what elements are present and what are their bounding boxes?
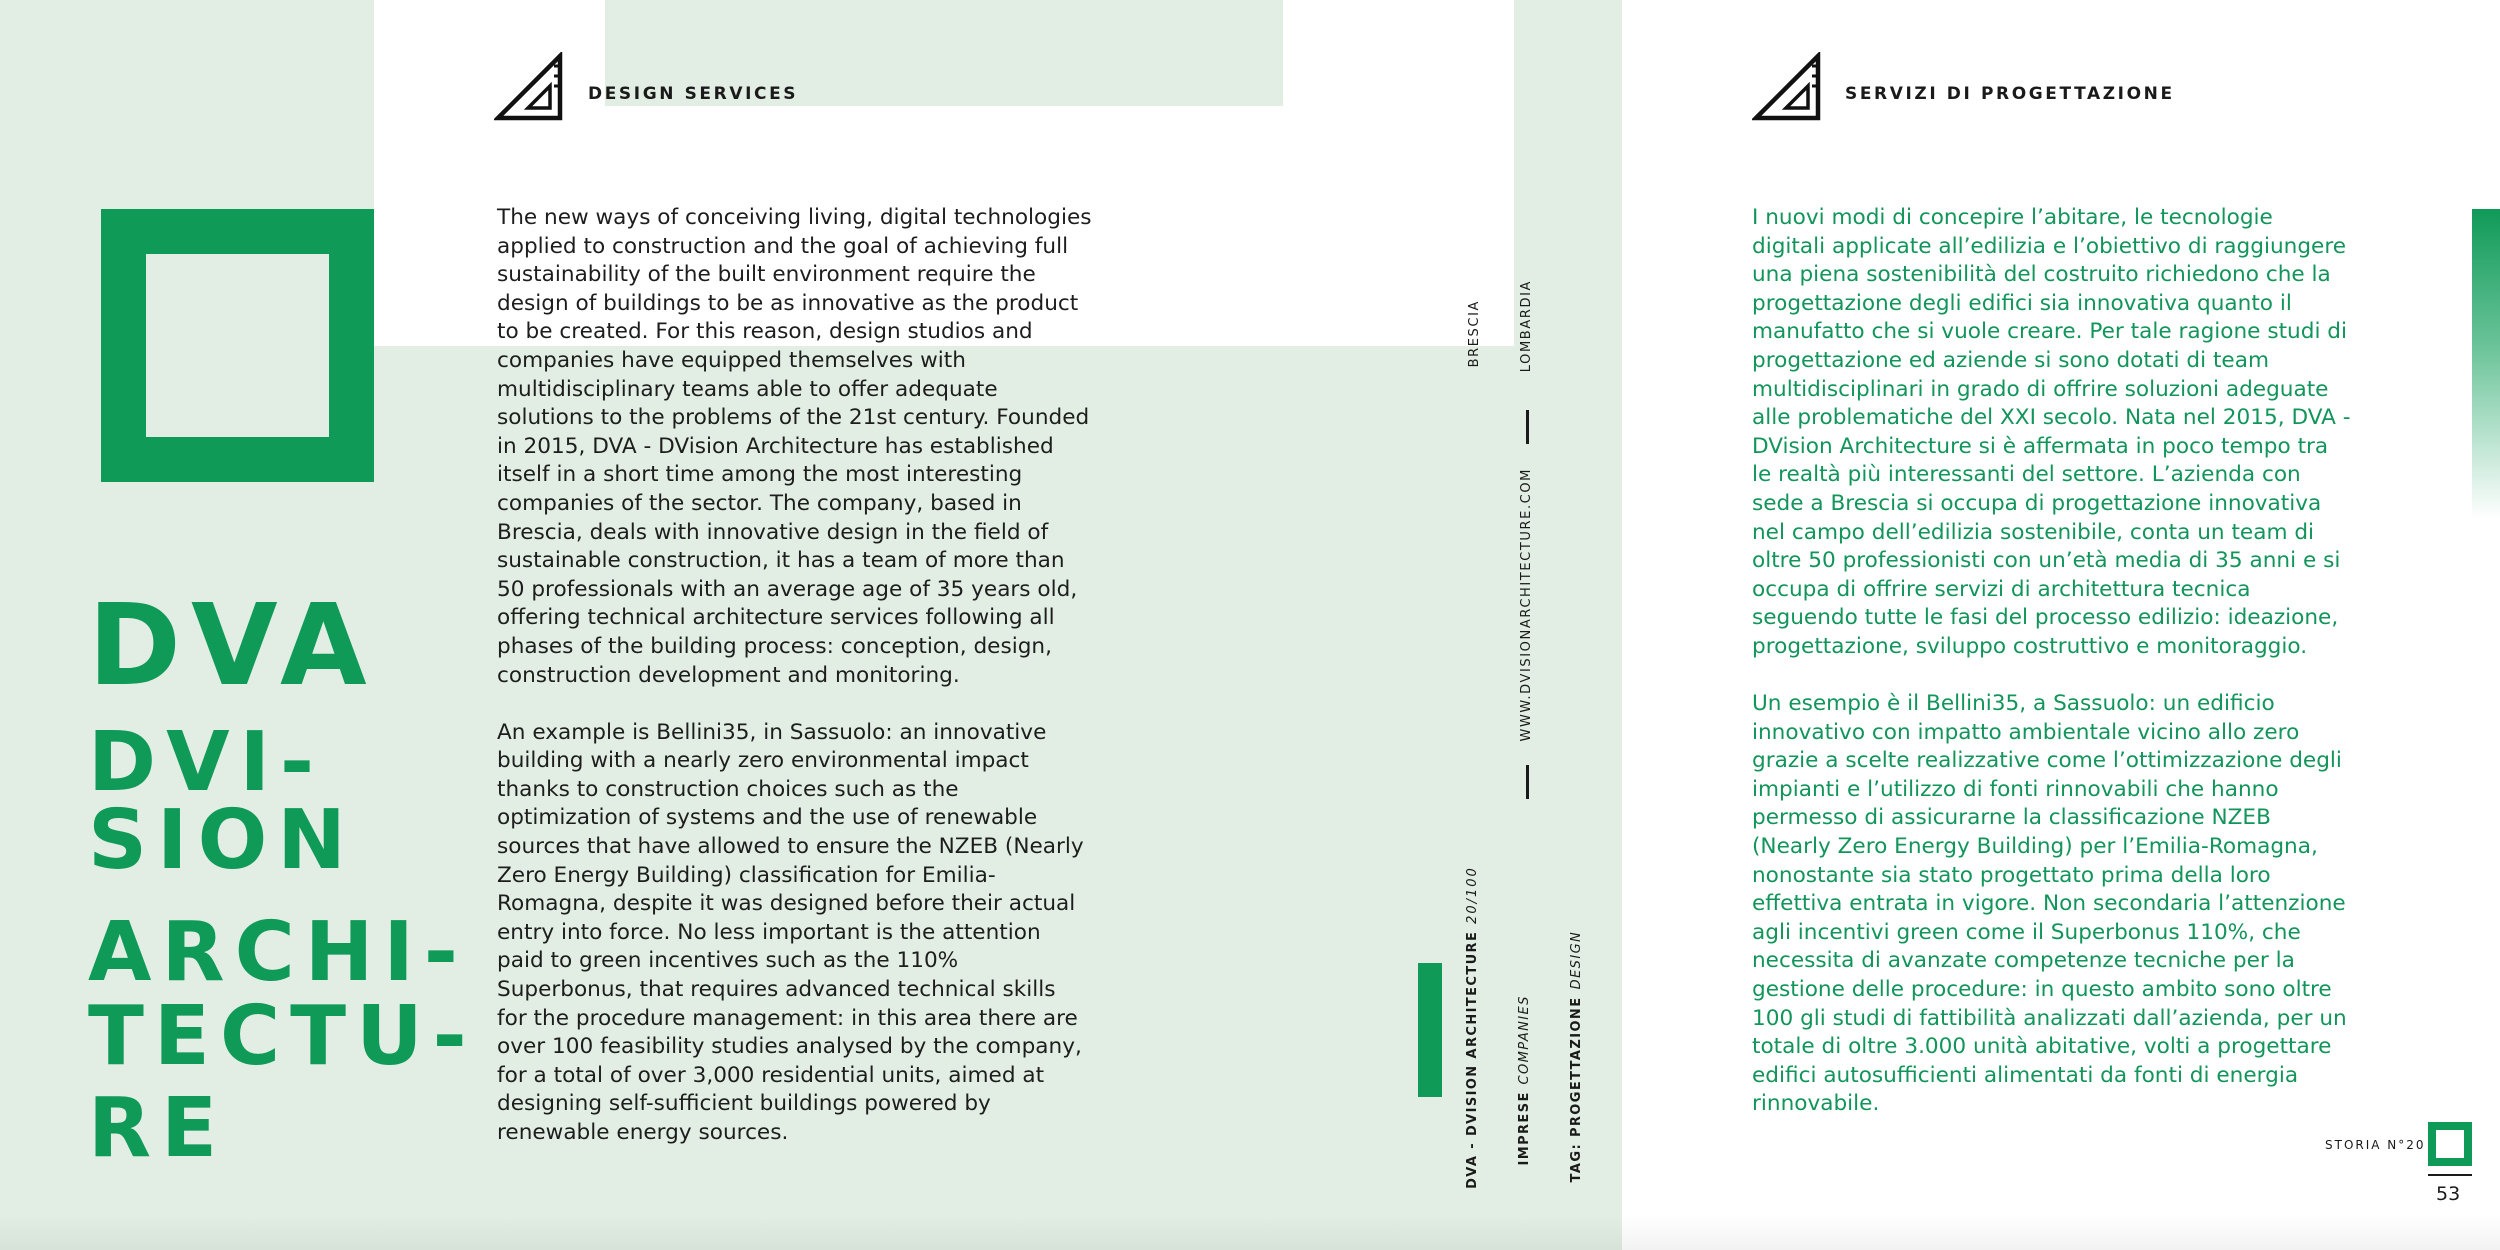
company-ranking-block [1466,866,1479,1189]
title-line-5: TECTU- [88,989,477,1084]
category-block [1518,995,1531,1166]
square-logo [101,209,374,482]
section-label: DESIGN SERVICES [588,84,799,104]
divider-line [1526,410,1529,444]
tag-en-label: DESIGN [1569,931,1584,990]
english-body-text [497,204,1092,1176]
set-square-icon [1752,52,1824,124]
divider-line [1526,765,1529,799]
italian-paragraph-1: I nuovi modi di concepire l’abitare, le tecnologie digitali applicate all’edilizia e l’obiettivo di raggiungere una piena sostenibilità del costruito richiedono che la progettazione degli edifici sia innovativa quanto il manufatto che si vuole creare. Per tale ragione studi di progettazione ed aziende si sono dotati di team multidisciplinari in grado di offrire soluzioni adeguate alle problematiche del XXI secolo. Nata nel 2015, DVA - DVision Architecture si è affermata in poco tempo tra le realtà più interessanti del settore. L’azienda con sede a Brescia si occupa di progettazione innovativa nel campo dell’edilizia sostenibile, conta un team di oltre 50 professionisti con un’età media di 35 anni e si occupa di offrire servizi di architettura tecnica seguendo tutte le fasi del processo edilizio: ideazione, progettazione, sviluppo costruttivo e monitoraggio. [1752,205,2351,659]
ranking-value: 20/100 [1465,866,1480,924]
title-line-1: DVA [88,581,377,711]
footer-divider [2428,1174,2472,1176]
page-bottom-shade [0,1215,2500,1250]
issue-label: STORIA N°20 [2325,1138,2426,1152]
english-paragraph-1: The new ways of conceiving living, digital technologies applied to construction and the goal of achieving full sustainability of the built environment require the design of buildings to be as innovative as the product to be created. For this reason, design studios and companies have equipped themselves with multidisciplinary teams able to offer adequate solutions to the problems of the 21st century. Founded in 2015, DVA - DVision Architecture has established itself in a short time among the most interesting companies of the sector. The company, based in Brescia, deals with innovative design in the field of sustainable construction, it has a team of more than 50 professionals with an average age of 35 years old, offering technical architecture services following all phases of the building process: conception, design, construction development and monitoring. [497,205,1092,688]
category-en-label: COMPANIES [1517,995,1532,1085]
italian-body-text [1752,204,2352,1148]
tag-label: TAG: PROGETTAZIONE [1569,996,1584,1183]
tag-block [1570,931,1583,1182]
title-line-3: SION [88,793,356,888]
region-label: LOMBARDIA [1519,280,1534,373]
title-line-6: RE [88,1081,228,1176]
english-paragraph-2: An example is Bellini35, in Sassuolo: an innovative building with a nearly zero environmental impact thanks to construction choices such as the optimization of systems and the use of renewable sources that have allowed to ensure the NZEB (Nearly Zero Energy Building) classification for Emilia-Romagna, despite it was designed before their actual entry into force. No less important is the attention paid to green incentives such as the 110% Superbonus, that requires advanced technical skills for the procedure management: in this area there are over 100 feasibility studies analysed by the company, for a total of over 3,000 residential units, aimed at designing self-sufficient buildings powered by renewable energy sources. [497,719,1084,1145]
footer-square-logo [2428,1122,2472,1166]
italian-paragraph-2: Un esempio è il Bellini35, a Sassuolo: un edificio innovativo con impatto ambientale vicino allo zero grazie a scelte realizzative come l’ottimizzazione degli impianti e l’utilizzo di fonti rinnovabili che hanno permesso di assicurarne la classificazione NZEB (Nearly Zero Energy Building) per l’Emilia-Romagna, nonostante sia stato progettato prima della loro effettiva entrata in vigore. Non secondaria l’attenzione agli incentivi green come il Superbonus 110%, che necessita di avanzate competenze tecniche per la gestione delle procedure: in questo ambito sono oltre 100 gli studi di fattibilità analizzati dall’azienda, per un totale di oltre 3.000 unità abitative, volti a progettare edifici autosufficienti alimentati da fonti di energia rinnovabile. [1752,691,2347,1117]
title-line-4: ARCHI- [88,905,468,1000]
section-label: SERVIZI DI PROGETTAZIONE [1845,84,2175,104]
page-number: 53 [2436,1183,2461,1205]
set-square-icon [494,52,566,124]
category-label: IMPRESE [1517,1091,1532,1166]
company-name: DVA - DVISION ARCHITECTURE [1465,930,1480,1189]
website-label: WWW.DVISIONARCHITECTURE.COM [1519,468,1534,742]
ranking-bar [1418,963,1442,1097]
city-label: BRESCIA [1467,300,1482,368]
edge-gradient-tab [2472,209,2500,519]
title-line-2: DVI- [88,715,325,810]
